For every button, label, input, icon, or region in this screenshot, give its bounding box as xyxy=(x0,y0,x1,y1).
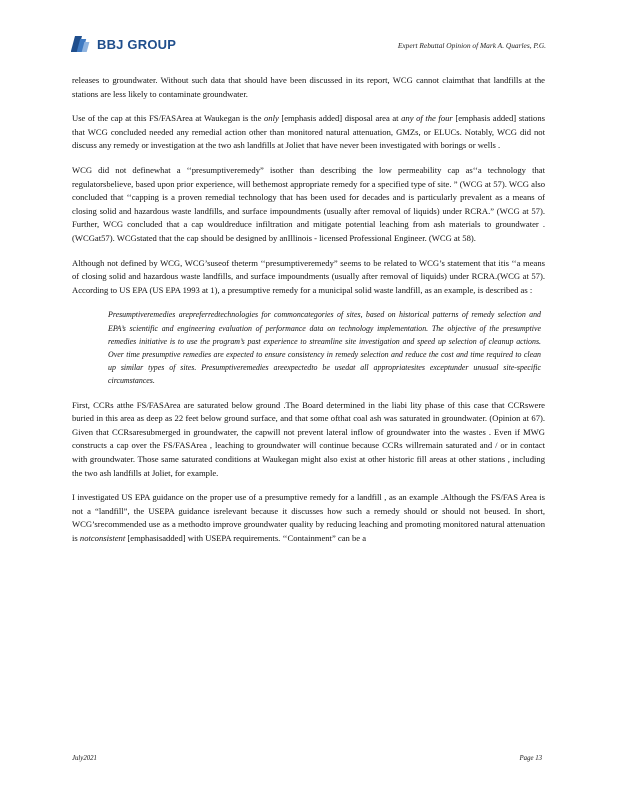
paragraph-4: Although not defined by WCG, WCG’suseof theterm ‘‘presumptiveremedy” seems to be related to WCG’s statement that itis ‘‘a means of closing solid and hazardous waste landfills, and surface impoundments (usually after removal of liquids) under RCRA.(WCG at 57). According to US EPA (US EPA 1993 at 1), a presumptive remedy for a municipal solid waste landfill, as an example, is described as : xyxy=(72,257,545,295)
paragraph-2-text-a: Use of the cap at this FS/FASArea at Waukegan is the xyxy=(72,113,264,124)
block-quote: Presumptiveremedies arepreferredtechnologies for commoncategories of sites, based on historical patterns of remedy selection and EPA’s scientific and engineering evaluation of performance data on technology implementation. The objective of the presumptive remedies initiative is to use the program’s past experience to streamline site investigation and speed up selection of cleanup actions. Over time presumptive remedies are expected to ensure consistency in remedy selection and reduce the cost and time required to clean up similar types of sites. Presumptiveremedies areexpectedto be usedat all appropriatesites exceptunder unusual site-specific circumstances. xyxy=(108,310,541,386)
paragraph-2-text-e: [emphasis added] stations that WCG concluded needed any remedial action other than monitored natural attenuation, GMZs, or ELUCs. Notably, WCG did not discuss any remedy or investigation at the two ash landfills at Joliet that have never been investigated with borings or wells . xyxy=(72,113,545,151)
paragraph-5: First, CCRs atthe FS/FASArea are saturated below ground .The Board determined in the liabi lity phase of this case that CCRswere buried in this area as deep as 22 feet below ground surface, and that some ofthat coal ash was saturated in groundwater. (Opinion at 67). Given that CCRsaresubmerged in groundwater, the capwill not prevent lateral inflow of groundwater into the wastes . Even if MWG constructs a cap over the FS/FASArea , leaching to groundwater will continue because CCRs willremain saturated and / or in contact with groundwater. Those same saturated conditions at Waukegan might also exist at other historic fill areas at other stations , including the two ash landfills at Joliet, for example. xyxy=(72,399,545,478)
document-running-header: Expert Rebuttal Opinion of Mark A. Quarles, P.G. xyxy=(397,41,546,50)
bbj-logo-icon xyxy=(71,36,91,52)
company-logo xyxy=(71,36,176,52)
footer-date: July2021 xyxy=(72,755,97,762)
footer-page-number: Page 13 xyxy=(519,755,542,762)
paragraph-6 xyxy=(72,491,545,545)
paragraph-6-text-c: [emphasisadded] with USEPA requirements. ‘‘Containment” can be a xyxy=(125,532,367,543)
paragraph-2 xyxy=(72,112,545,153)
paragraph-1: releases to groundwater. Without such data that should have been discussed in its report, WCG cannot claimthat that landfills at the stations are less likely to contaminate groundwater. xyxy=(72,75,545,99)
paragraph-2-text-c: [emphasis added] disposal area at xyxy=(278,113,402,124)
document-body xyxy=(72,74,545,556)
paragraph-6-text-a: I investigated US EPA guidance on the proper use of a presumptive remedy for a landfill , as an example .Although the FS/FAS Area is not a “landfill”, the USEPA guidance isrelevant because it discusses how such a remedy should or should not beused. In short, WCG’srecommended use as a methodto improve groundwater quality by reducing leaching and promoting monitored natural attenuation is xyxy=(72,492,545,543)
paragraph-6-emphasis: notconsistent xyxy=(79,532,126,543)
paragraph-2-emphasis-only: only xyxy=(263,113,279,124)
paragraph-3: WCG did not definewhat a ‘‘presumptiveremedy” isother than describing the low permeability cap as‘‘a technology that regulatorsbelieve, based upon prior experience, will bethemost appropriate remedy for a specified type of site. ” (WCG at 57). WCG also concluded that ‘‘capping is a proven remedial technology that has been used for decades and is particularly prevalent as a means of closing solid and hazardous waste landfills, and surface impoundments (usually after removal of liquids) under RCRA.” (WCG at 57). Further, WCG concluded that a cap wouldreduce infiltration and mitigate potential leaching from ash materials to groundwater . (WCGat57). WCGstated that the cap should be designed by anIllinois - licensed Professional Engineer. (WCG at 58). xyxy=(72,164,545,243)
paragraph-2-emphasis-any-of-four: any of the four xyxy=(401,113,453,124)
logo-text: BBJ GROUP xyxy=(97,36,177,52)
